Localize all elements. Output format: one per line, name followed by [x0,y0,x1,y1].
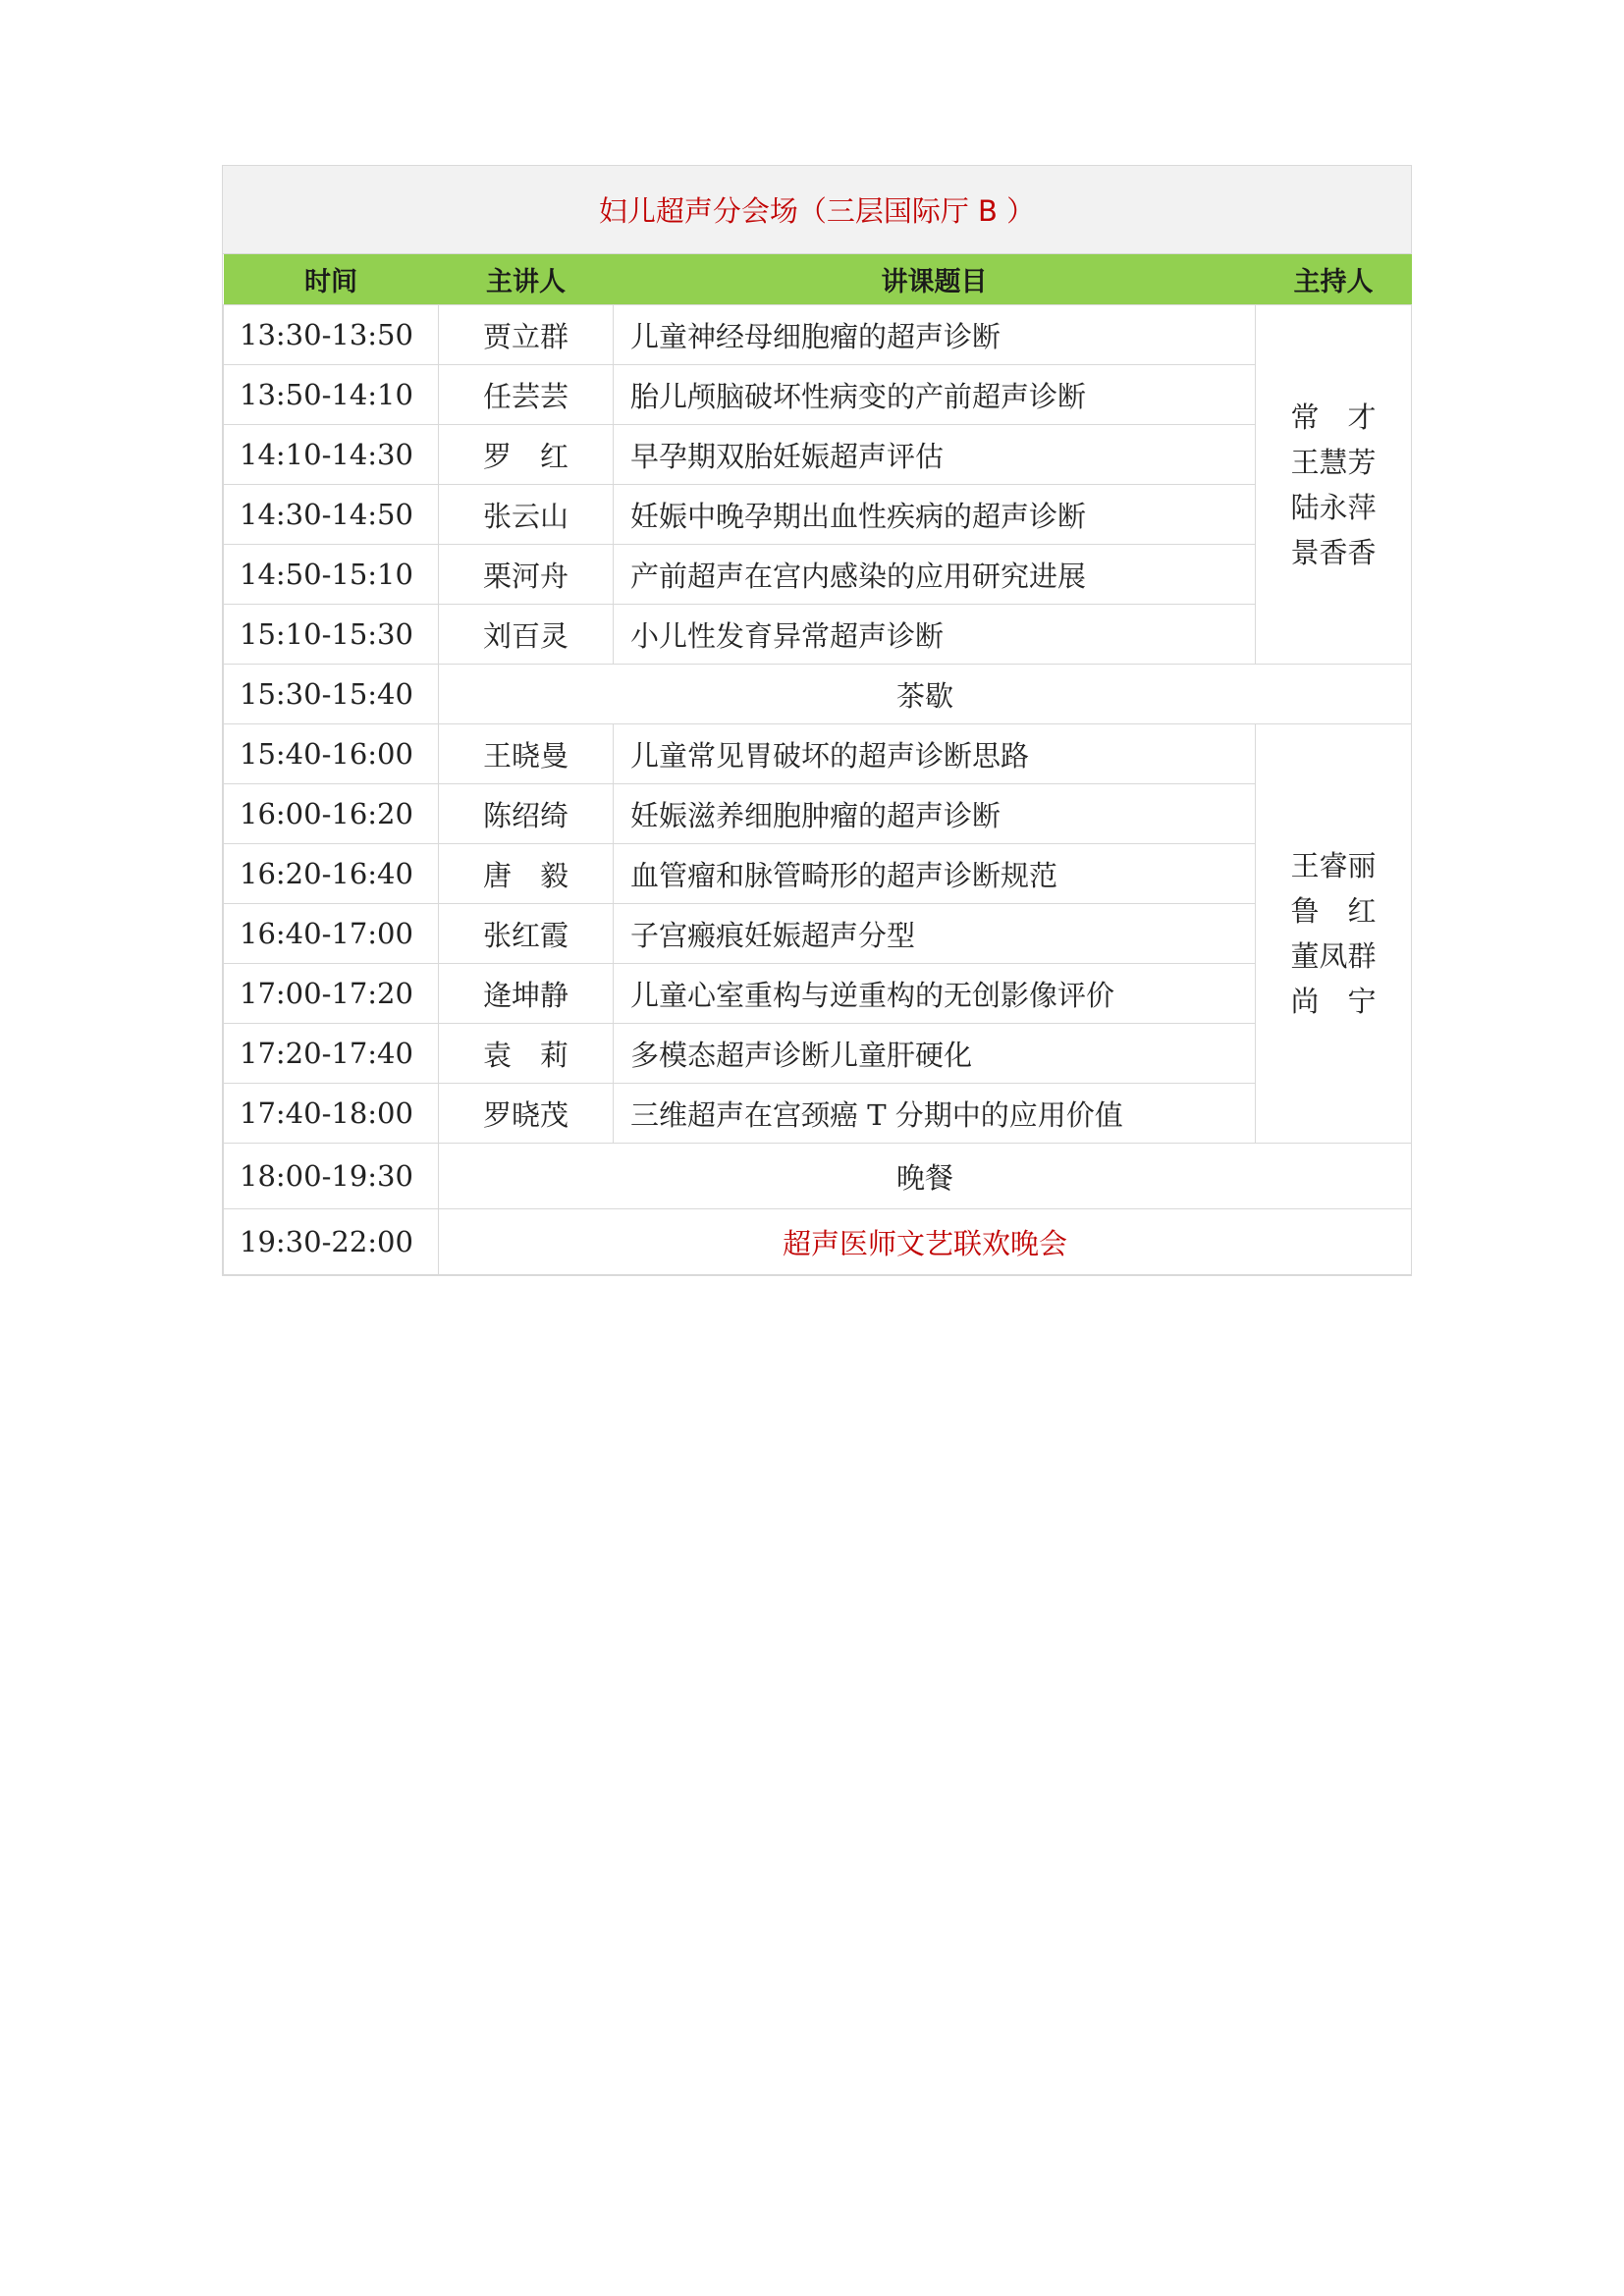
time-cell: 15:30-15:40 [224,665,439,724]
host-name: 陆永萍 [1290,490,1377,524]
table-row [224,724,1412,784]
speaker-cell: 罗 红 [439,425,614,485]
topic-cell: 子宫瘢痕妊娠超声分型 [614,904,1256,964]
host-name: 鲁 红 [1290,894,1377,928]
table-row [224,904,1412,964]
schedule-sheet [222,165,1412,1276]
speaker-cell: 唐 毅 [439,844,614,904]
break-row [224,665,1412,724]
time-cell: 17:40-18:00 [224,1084,439,1144]
table-row [224,365,1412,425]
time-cell: 17:00-17:20 [224,964,439,1024]
table-row [224,485,1412,545]
time-cell: 15:10-15:30 [224,605,439,665]
topic-cell: 儿童心室重构与逆重构的无创影像评价 [614,964,1256,1024]
speaker-cell: 刘百灵 [439,605,614,665]
host-name: 董凤群 [1290,939,1377,973]
header-row [224,254,1412,305]
time-cell: 13:30-13:50 [224,305,439,365]
table-row [224,784,1412,844]
header-time: 时间 [224,254,439,305]
time-cell: 14:50-15:10 [224,545,439,605]
time-cell: 18:00-19:30 [224,1144,439,1209]
time-cell: 14:30-14:50 [224,485,439,545]
host-cell-session2 [1256,724,1412,1144]
table-row [224,605,1412,665]
topic-cell: 胎儿颅脑破坏性病变的产前超声诊断 [614,365,1256,425]
topic-cell: 三维超声在宫颈癌 T 分期中的应用价值 [614,1084,1256,1144]
table-row [224,844,1412,904]
topic-cell: 血管瘤和脉管畸形的超声诊断规范 [614,844,1256,904]
speaker-cell: 陈绍绮 [439,784,614,844]
speaker-cell: 张红霞 [439,904,614,964]
speaker-cell: 逄坤静 [439,964,614,1024]
break-label: 茶歇 [439,665,1412,724]
time-cell: 16:20-16:40 [224,844,439,904]
table-row [224,1024,1412,1084]
topic-cell: 小儿性发育异常超声诊断 [614,605,1256,665]
header-speaker: 主讲人 [439,254,614,305]
time-cell: 16:40-17:00 [224,904,439,964]
gala-row [224,1209,1412,1275]
speaker-cell: 张云山 [439,485,614,545]
dinner-label: 晚餐 [439,1144,1412,1209]
gala-label: 超声医师文艺联欢晚会 [439,1209,1412,1275]
host-name: 常 才 [1290,400,1377,434]
host-cell-session1 [1256,305,1412,665]
speaker-cell: 栗河舟 [439,545,614,605]
host-name: 王睿丽 [1290,849,1377,882]
topic-cell: 妊娠中晚孕期出血性疾病的超声诊断 [614,485,1256,545]
speaker-cell: 王晓曼 [439,724,614,784]
table-row [224,305,1412,365]
header-topic: 讲课题目 [614,254,1256,305]
speaker-cell: 贾立群 [439,305,614,365]
host-name: 尚 宁 [1290,985,1377,1018]
time-cell: 19:30-22:00 [224,1209,439,1275]
host-name: 景香香 [1290,535,1377,569]
speaker-cell: 袁 莉 [439,1024,614,1084]
table-row [224,545,1412,605]
speaker-cell: 任芸芸 [439,365,614,425]
topic-cell: 儿童神经母细胞瘤的超声诊断 [614,305,1256,365]
topic-cell: 产前超声在宫内感染的应用研究进展 [614,545,1256,605]
topic-cell: 妊娠滋养细胞肿瘤的超声诊断 [614,784,1256,844]
time-cell: 16:00-16:20 [224,784,439,844]
page-title: 妇儿超声分会场（三层国际厅 B ） [223,166,1411,254]
time-cell: 13:50-14:10 [224,365,439,425]
topic-cell: 儿童常见胃破坏的超声诊断思路 [614,724,1256,784]
time-cell: 15:40-16:00 [224,724,439,784]
header-host: 主持人 [1256,254,1412,305]
host-name: 王慧芳 [1290,445,1377,479]
schedule-table [223,254,1412,1275]
speaker-cell: 罗晓茂 [439,1084,614,1144]
time-cell: 14:10-14:30 [224,425,439,485]
table-row [224,964,1412,1024]
topic-cell: 早孕期双胎妊娠超声评估 [614,425,1256,485]
topic-cell: 多模态超声诊断儿童肝硬化 [614,1024,1256,1084]
time-cell: 17:20-17:40 [224,1024,439,1084]
table-row [224,425,1412,485]
dinner-row [224,1144,1412,1209]
table-row [224,1084,1412,1144]
